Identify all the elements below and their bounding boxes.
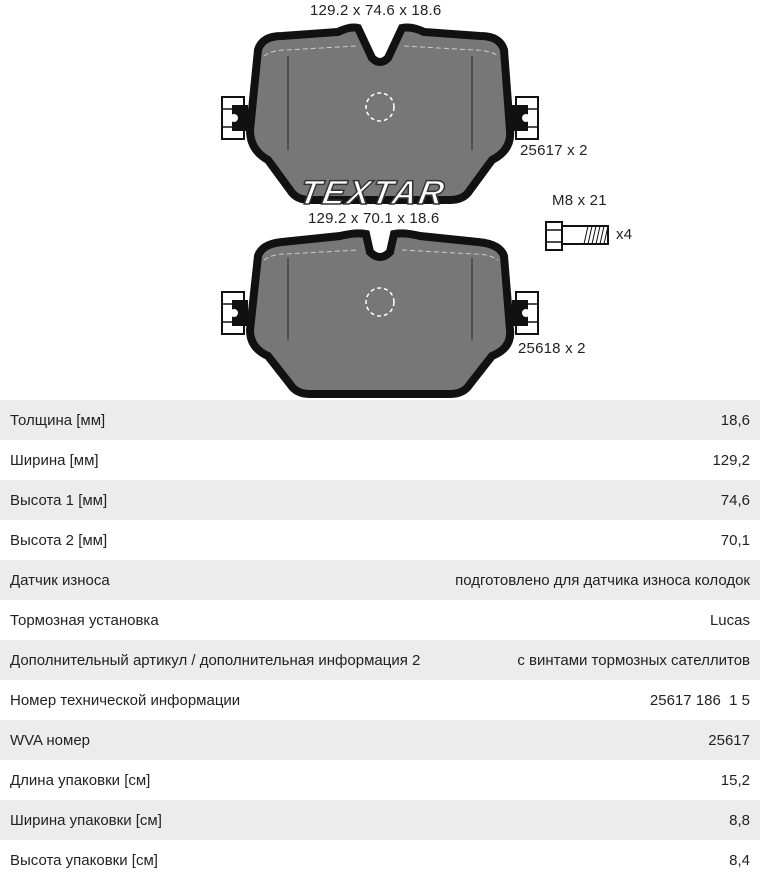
spec-row — [0, 840, 760, 880]
spec-row — [0, 720, 760, 760]
pad1-dimensions: 129.2 x 74.6 x 18.6 — [310, 2, 442, 19]
spec-row — [0, 760, 760, 800]
spec-value: с винтами тормозных сателлитов — [517, 651, 750, 669]
spec-value: 15,2 — [720, 771, 750, 789]
spec-label: Высота 2 [мм] — [10, 531, 108, 549]
bolt-icon — [546, 222, 608, 250]
spec-row — [0, 480, 760, 520]
spec-label: Длина упаковки [см] — [10, 771, 151, 789]
spec-label: Ширина [мм] — [10, 451, 99, 469]
pad1-part-number: 25617 x 2 — [520, 142, 588, 159]
spec-label: Толщина [мм] — [10, 411, 106, 429]
spec-value: 74,6 — [720, 491, 750, 509]
spec-label: Дополнительный артикул / дополнительная информация 2 — [10, 651, 421, 669]
spec-value: 18,6 — [720, 411, 750, 429]
spec-row — [0, 520, 760, 560]
spec-value: подготовлено для датчика износа колодок — [455, 571, 750, 589]
bolt-size: M8 x 21 — [552, 192, 607, 209]
spec-row — [0, 560, 760, 600]
spec-row — [0, 680, 760, 720]
spec-value: 129,2 — [712, 451, 750, 469]
spec-value: 8,4 — [729, 851, 750, 869]
spec-row — [0, 800, 760, 840]
spec-label: Высота 1 [мм] — [10, 491, 108, 509]
specifications-table — [0, 400, 760, 880]
spec-value: 70,1 — [720, 531, 750, 549]
spec-value: 25617 186 1 5 — [649, 691, 750, 709]
bolt-quantity: x4 — [616, 226, 633, 243]
spec-value: 25617 — [708, 731, 750, 749]
spec-label: Высота упаковки [см] — [10, 851, 158, 869]
spec-value: 8,8 — [729, 811, 750, 829]
brand-watermark: TEXTAR — [296, 174, 449, 212]
spec-label: Датчик износа — [10, 571, 110, 589]
pad2-part-number: 25618 x 2 — [518, 340, 586, 357]
spec-row — [0, 600, 760, 640]
spec-row — [0, 640, 760, 680]
spec-row — [0, 400, 760, 440]
spec-value: Lucas — [709, 611, 750, 629]
spec-label: Номер технической информации — [10, 691, 241, 709]
pad2-dimensions: 129.2 x 70.1 x 18.6 — [308, 210, 440, 227]
spec-label: Ширина упаковки [см] — [10, 811, 162, 829]
brake-pad-2 — [222, 233, 538, 394]
spec-row — [0, 440, 760, 480]
spec-label: Тормозная установка — [10, 611, 159, 629]
spec-label: WVA номер — [10, 731, 91, 749]
product-diagram — [0, 0, 760, 400]
